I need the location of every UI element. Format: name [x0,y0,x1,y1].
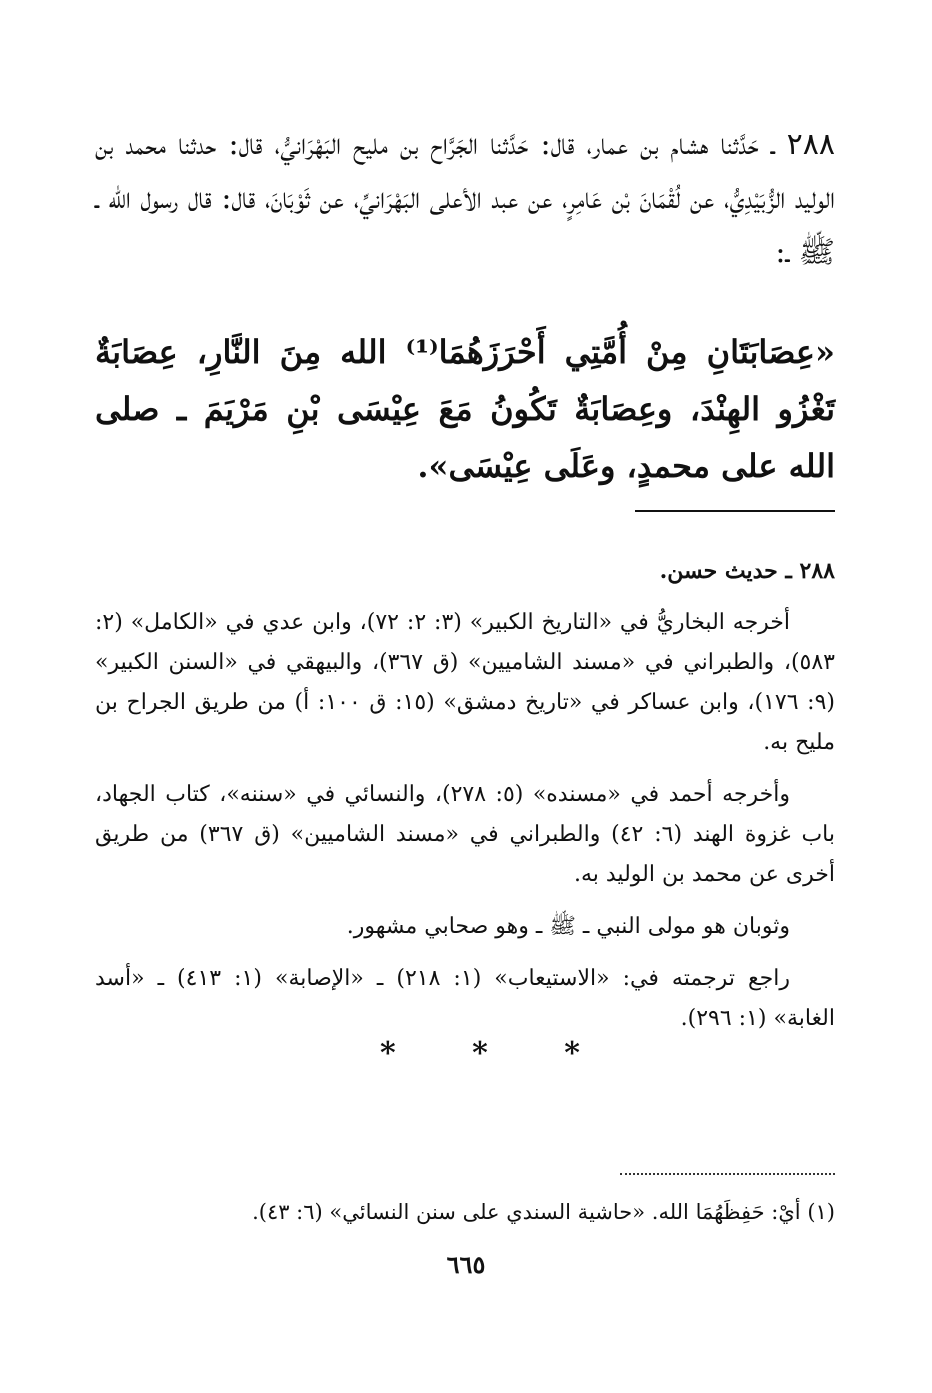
star-mark: * [380,1036,396,1071]
page-number: ٦٦٥ [446,1250,486,1279]
commentary-paragraph: وأخرجه أحمد في «مسنده» (٥: ٢٧٨)، والنسائي في «سننه»، كتاب الجهاد، باب غزوة الهند (٦: ٤٢) والطبراني في «مسند الشاميين» (ق ٣٦٧) من طريق أخرى عن محمد بن الوليد به. [95,782,835,887]
hadith-matn: «عِصَابَتَانِ مِنْ أُمَّتِي أَحْرَزَهُمَا⁽¹⁾ الله مِنَ النَّارِ، عِصَابَةٌ تَغْزُو الهِنْدَ، وعِصَابَةٌ تَكُونُ مَعَ عِيْسَى بْنِ مَرْيَمَ ـ صلى الله على محمدٍ، وعَلَى عِيْسَى». [95,333,836,485]
commentary-heading: ٢٨٨ ـ حديث حسن. [659,558,835,584]
hadith-isnad: ٢٨٨ ـ حَدَّثنا هشام بن عمار، قال: حَدَّثنا الجَرَّاح بن مليح البَهْرَانيُّ، قال: حدثنا محمد بن الوليد الزُّبَيْدِيُّ، عن لُقْمَانَ بْن عَامِرٍ، عن عبد الأعلى البَهْرَانيِّ، عن ثَوْبَانَ، قال: قال رسول الله ـ ﷺ ـ: [95,127,835,270]
commentary [95,551,835,1051]
commentary-paragraph: راجع ترجمته في: «الاستيعاب» (١: ٢١٨) ـ «الإصابة» (١: ٤١٣) ـ «أسد الغابة» (١: ٢٩٦). [95,966,835,1031]
star-mark: * [472,1036,488,1071]
star-mark: * [564,1036,580,1071]
section-divider [635,510,835,512]
star-separator [380,1036,580,1071]
main-text [95,118,835,280]
commentary-paragraph: وثوبان هو مولى النبي ـ ﷺ ـ وهو صحابي مشهور. [346,914,790,939]
footnote-divider [620,1173,835,1175]
commentary-paragraph: أخرجه البخاريُّ في «التاريخ الكبير» (٣: ٢: ٧٢)، وابن عدي في «الكامل» (٢: ٥٨٣)، والطبراني في «مسند الشاميين» (ق ٣٦٧)، والبيهقي في «السنن الكبير» (٩: ١٧٦)، وابن عساكر في «تاريخ دمشق» (١٥: ق ١٠٠: أ) من طريق الجراح بن مليح به. [95,610,836,755]
footnote: (١) أيْ: حَفِظَهُمَا الله. «حاشية السندي على سنن النسائي» (٦: ٤٣). [252,1200,835,1224]
